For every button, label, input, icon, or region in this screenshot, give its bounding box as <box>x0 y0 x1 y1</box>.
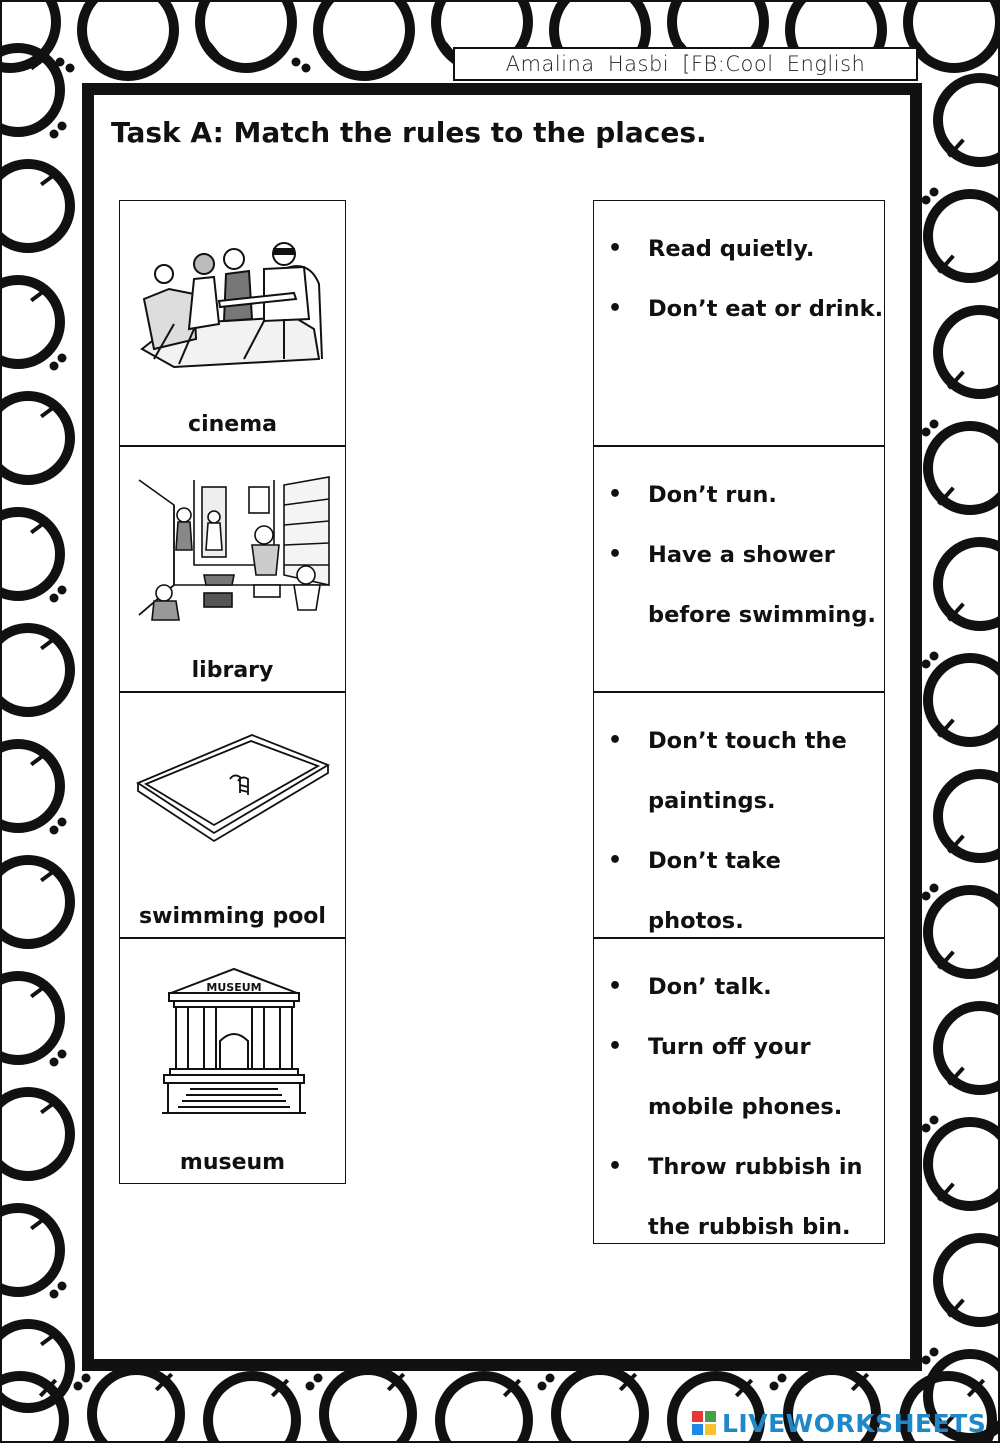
border-dot <box>922 892 931 901</box>
place-label: swimming pool <box>139 904 326 929</box>
border-dot <box>922 660 931 669</box>
task-title: Task A: Match the rules to the places. <box>111 116 707 149</box>
rule-item: • Have a shower before swimming. <box>608 542 876 628</box>
place-cell-museum <box>119 938 346 1184</box>
rule-item: • Don’t run. <box>608 482 777 508</box>
border-dot <box>58 1282 67 1291</box>
rule-cell-1 <box>593 200 885 446</box>
border-dot <box>50 130 59 139</box>
border-dot <box>50 362 59 371</box>
border-dot <box>82 1374 91 1383</box>
rule-item: • Don’t eat or drink. <box>608 296 884 322</box>
rule-item: • Throw rubbish in the rubbish bin. <box>608 1154 863 1240</box>
rule-item: • Don’t take photos. <box>608 848 781 934</box>
border-dot <box>50 1290 59 1299</box>
place-label: library <box>191 658 274 683</box>
border-dot <box>930 1116 939 1125</box>
border-dot <box>314 1374 323 1383</box>
border-dot <box>50 1058 59 1067</box>
border-dot <box>66 64 75 73</box>
border-dot <box>58 586 67 595</box>
border-dot <box>922 196 931 205</box>
rule-item: • Don’ talk. <box>608 974 772 1000</box>
border-dot <box>74 1382 83 1391</box>
border-dot <box>58 354 67 363</box>
place-label: museum <box>179 1150 286 1175</box>
border-dot <box>922 1124 931 1133</box>
author-credit: Amalina Hasbi [FB:Cool English <box>453 47 918 81</box>
border-dot <box>922 1356 931 1365</box>
museum-building-illustration <box>134 967 332 1115</box>
cinema-audience-illustration <box>134 229 332 377</box>
border-dot <box>50 594 59 603</box>
place-cell-cinema <box>119 200 346 446</box>
liveworksheets-logo-icon <box>692 1411 718 1435</box>
museum-sign: MUSEUM <box>206 981 262 994</box>
border-dot <box>930 884 939 893</box>
swimming-pool-illustration <box>134 721 332 869</box>
rule-cell-3 <box>593 692 885 938</box>
border-dot <box>292 58 301 67</box>
border-dot <box>58 818 67 827</box>
rule-item: • Read quietly. <box>608 236 815 262</box>
border-dot <box>546 1374 555 1383</box>
place-label: cinema <box>188 412 277 437</box>
border-dot <box>930 420 939 429</box>
border-dot <box>56 58 65 67</box>
liveworksheets-logo <box>692 1407 986 1439</box>
border-dot <box>302 64 311 73</box>
library-children-illustration <box>134 475 332 623</box>
place-cell-swimming-pool <box>119 692 346 938</box>
border-dot <box>922 428 931 437</box>
border-dot <box>58 1050 67 1059</box>
rule-item: • Don’t touch the paintings. <box>608 728 847 814</box>
border-dot <box>930 652 939 661</box>
rule-cell-4 <box>593 938 885 1244</box>
rule-cell-2 <box>593 446 885 692</box>
rule-item: • Turn off your mobile phones. <box>608 1034 843 1120</box>
place-cell-library <box>119 446 346 692</box>
border-dot <box>778 1374 787 1383</box>
liveworksheets-watermark: LIVEWORKSHEETS <box>722 1408 987 1438</box>
border-dot <box>306 1382 315 1391</box>
border-dot <box>930 188 939 197</box>
border-dot <box>538 1382 547 1391</box>
border-dot <box>50 826 59 835</box>
border-dot <box>58 122 67 131</box>
border-dot <box>930 1348 939 1357</box>
border-dot <box>770 1382 779 1391</box>
